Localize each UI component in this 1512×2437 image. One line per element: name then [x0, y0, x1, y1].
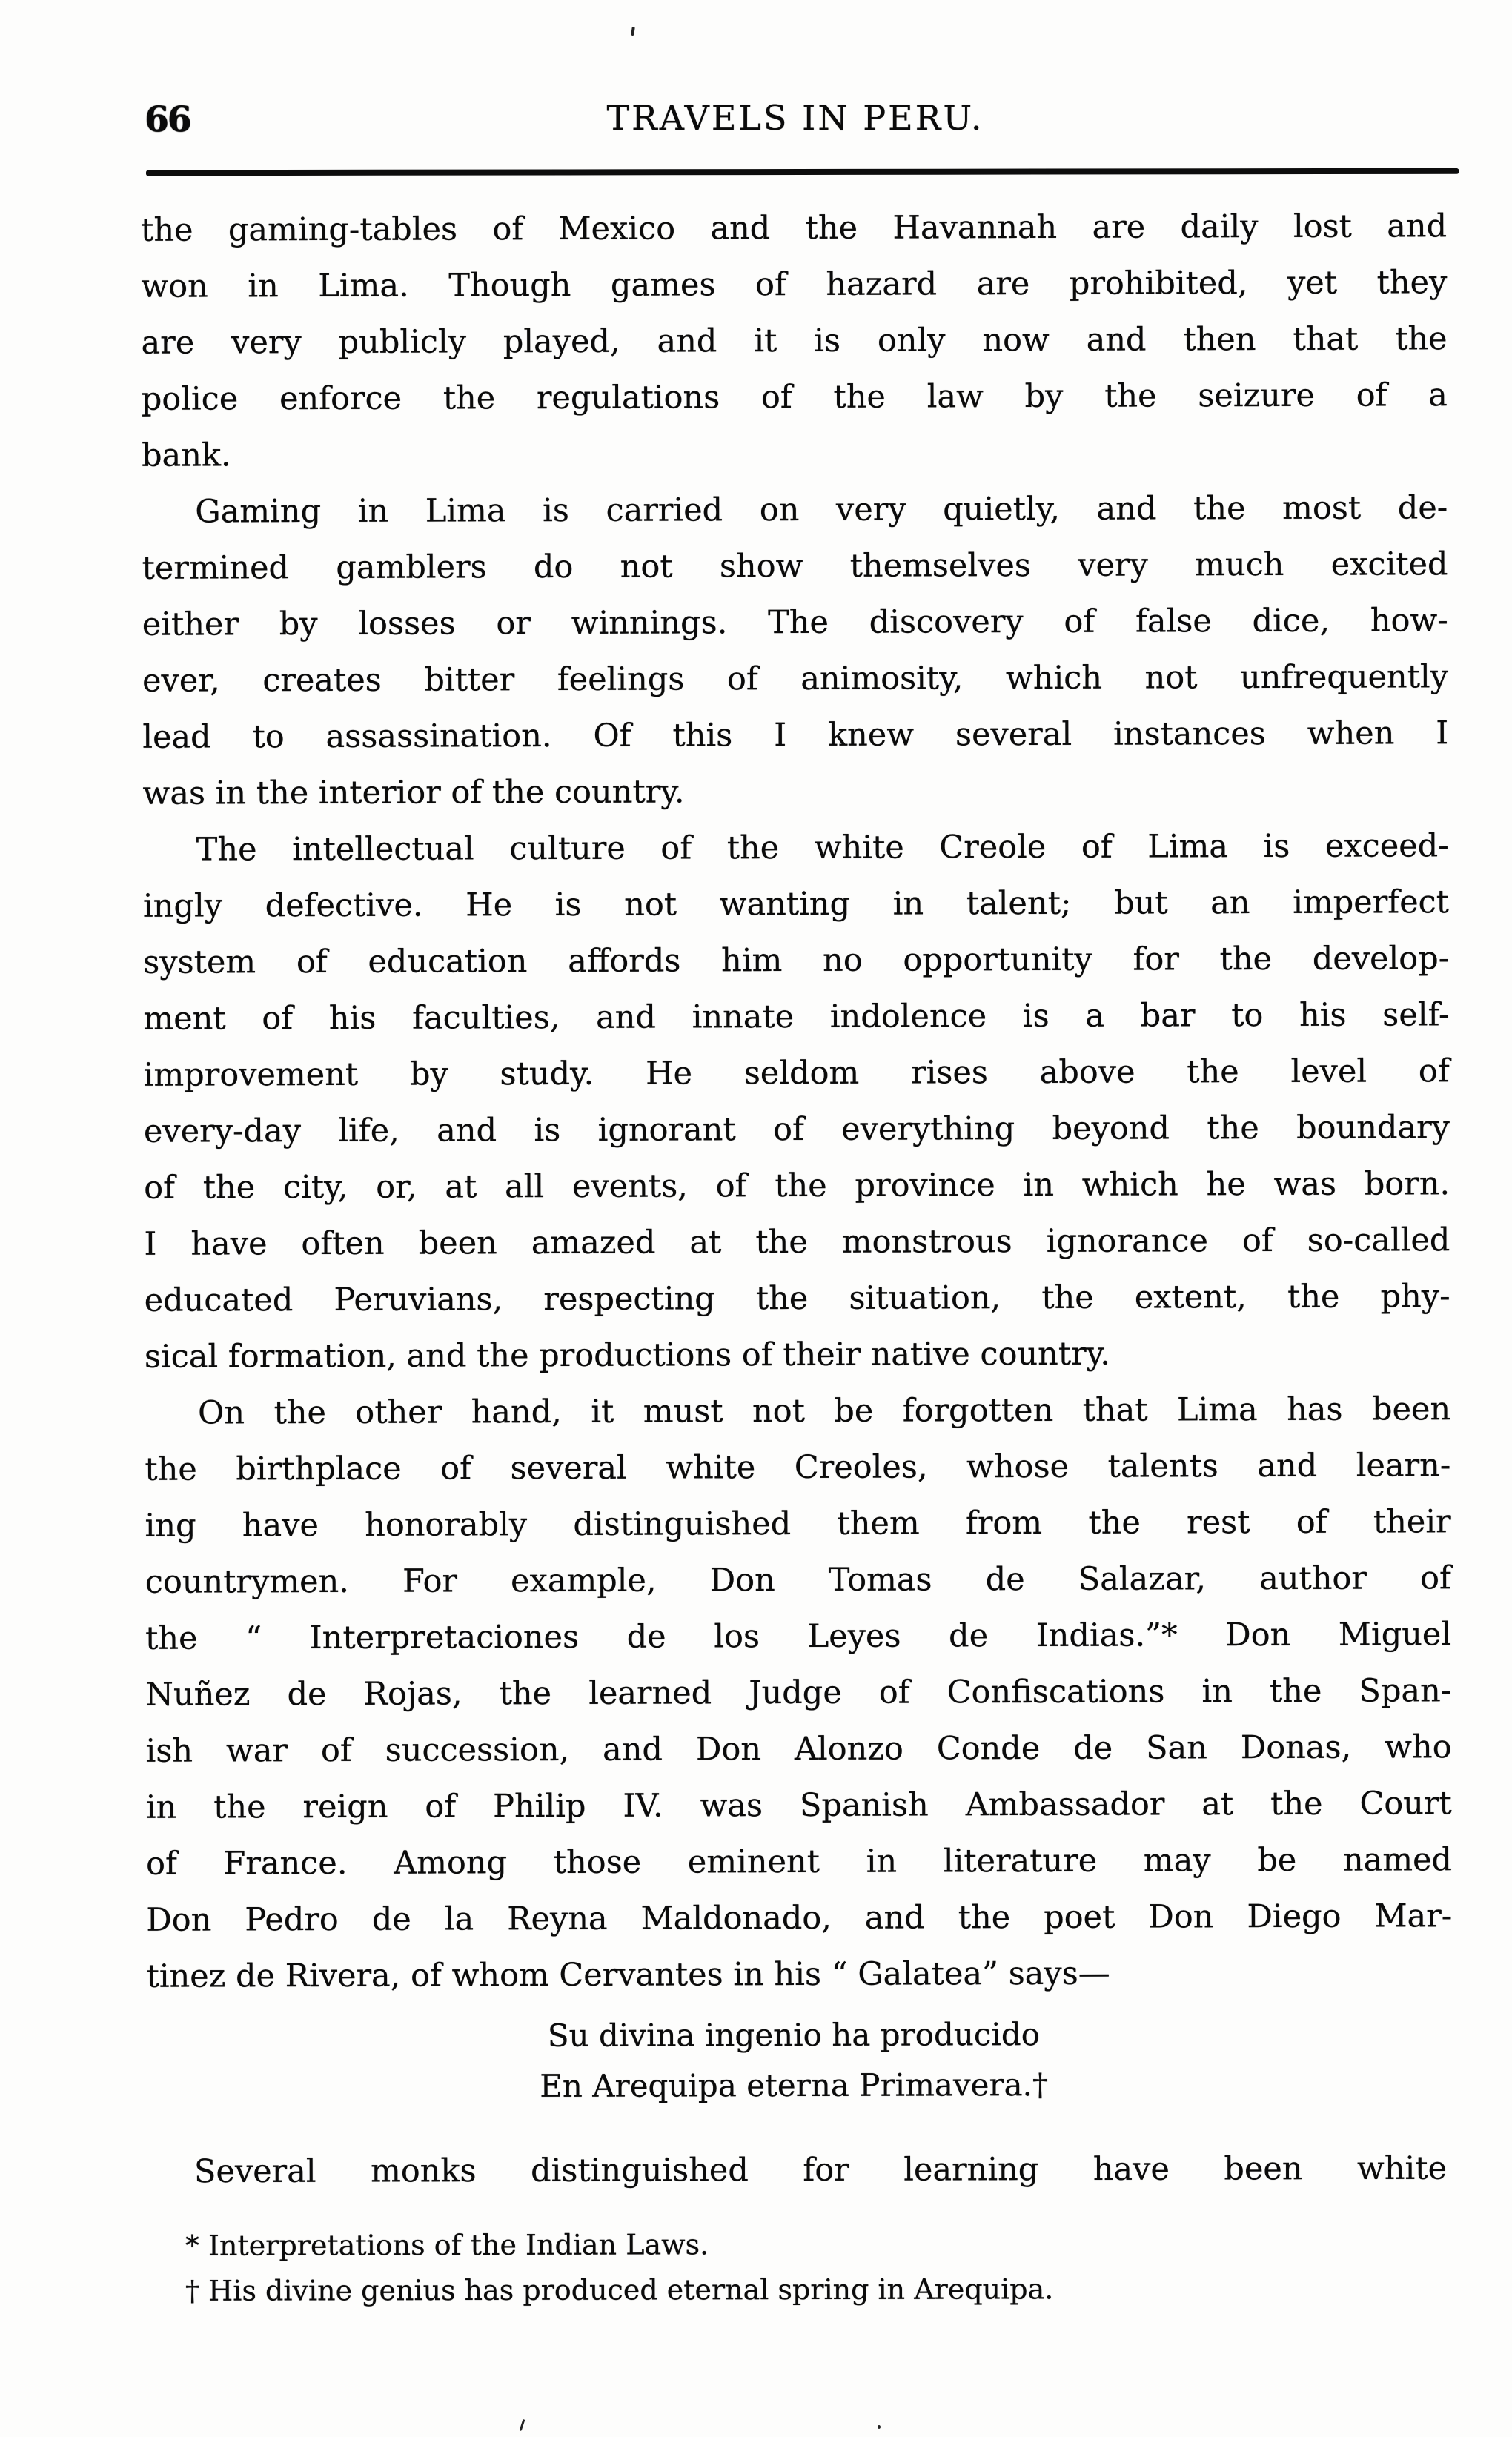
text-line: was in the interior of the country.	[142, 773, 685, 812]
paragraph	[141, 198, 1448, 484]
text-line: termined gamblers do not show themselves very much excited	[142, 546, 1448, 587]
text-line: En Arequipa eterna Primavera.†	[540, 2066, 1049, 2104]
text-line: * Interpretations of the Indian Laws.	[185, 2228, 709, 2262]
body-text	[141, 198, 1453, 2005]
text-line: police enforce the regulations of the law by the seizure of a	[141, 377, 1448, 418]
text-line: improvement by study. He seldom rises above the level of	[143, 1052, 1450, 1094]
text-line: ish war of succession, and Don Alonzo Conde de San Donas, who	[145, 1728, 1452, 1770]
text-line: ever, creates bitter feelings of animosity, which not unfrequently	[142, 658, 1449, 700]
text-line: countrymen. For example, Don Tomas de Salazar, author of	[145, 1559, 1451, 1601]
header-rule	[146, 168, 1459, 176]
text-line: Don Pedro de la Reyna Maldonado, and the poet Don Diego Mar-	[146, 1897, 1453, 1939]
text-line: educated Peruvians, respecting the situation, the extent, the phy-	[144, 1278, 1450, 1319]
running-title: TRAVELS IN PERU.	[606, 98, 984, 138]
verse-quote	[141, 2009, 1447, 2113]
scan-artifact-top	[631, 27, 635, 36]
text-line: ment of his faculties, and innate indolence is a bar to his self-	[143, 996, 1450, 1038]
text-line: On the other hand, it must not be forgotten that Lima has been	[198, 1390, 1451, 1432]
text-line: of France. Among those eminent in literature may be named	[145, 1841, 1453, 1883]
text-line: lead to assassination. Of this I knew several instances when I	[142, 714, 1449, 756]
text-line: the birthplace of several white Creoles, whose talents and learn-	[145, 1447, 1451, 1488]
text-line: ingly defective. He is not wanting in talent; but an imperfect	[142, 883, 1450, 925]
continuation-paragraph	[141, 2141, 1447, 2201]
scan-artifact-bottom-left	[520, 2419, 525, 2431]
paragraph	[145, 1381, 1453, 2005]
text-line: of the city, or, at all events, of the province in which he was born.	[144, 1165, 1450, 1207]
paragraph	[143, 818, 1450, 1385]
text-line: Nuñez de Rojas, the learned Judge of Confiscations in the Span-	[145, 1672, 1452, 1714]
scan-artifact-bottom-right	[878, 2425, 881, 2429]
text-line: the “ Interpretaciones de los Leyes de Indias.”* Don Miguel	[145, 1616, 1452, 1657]
text-line: every-day life, and is ignorant of everything beyond the boundary	[143, 1109, 1450, 1150]
footnotes	[185, 2221, 1450, 2314]
text-line: system of education affords him no opportunity for the develop-	[143, 940, 1450, 981]
text-line: † His divine genius has produced eternal spring in Arequipa.	[185, 2272, 1054, 2307]
text-line: bank.	[142, 437, 231, 474]
paragraph	[142, 480, 1448, 822]
text-line: are very publicly played, and it is only now and then that the	[141, 320, 1448, 362]
text-line: ing have honorably distinguished them from the rest of their	[145, 1503, 1451, 1545]
text-line: either by losses or winnings. The discovery of false dice, how-	[142, 602, 1448, 643]
text-line: Su divina ingenio ha producido	[547, 2016, 1041, 2054]
page-header	[141, 98, 1450, 144]
text-line: The intellectual culture of the white Creole of Lima is exceed-	[196, 827, 1449, 869]
text-line: in the reign of Philip IV. was Spanish Ambassador at the Court	[145, 1785, 1452, 1826]
text-line: the gaming-tables of Mexico and the Havannah are daily lost and	[141, 208, 1448, 249]
text-line: Several monks distinguished for learning have been white	[193, 2149, 1448, 2191]
text-line: sical formation, and the productions of their native country.	[144, 1335, 1110, 1376]
page-number: 66	[145, 99, 190, 140]
text-line: won in Lima. Though games of hazard are prohibited, yet they	[141, 264, 1448, 305]
text-line: tinez de Rivera, of whom Cervantes in his “ Galatea” says—	[146, 1954, 1110, 1995]
text-line: Gaming in Lima is carried on very quietly, and the most de-	[195, 489, 1448, 531]
text-line: I have often been amazed at the monstrous ignorance of so-called	[144, 1221, 1450, 1263]
